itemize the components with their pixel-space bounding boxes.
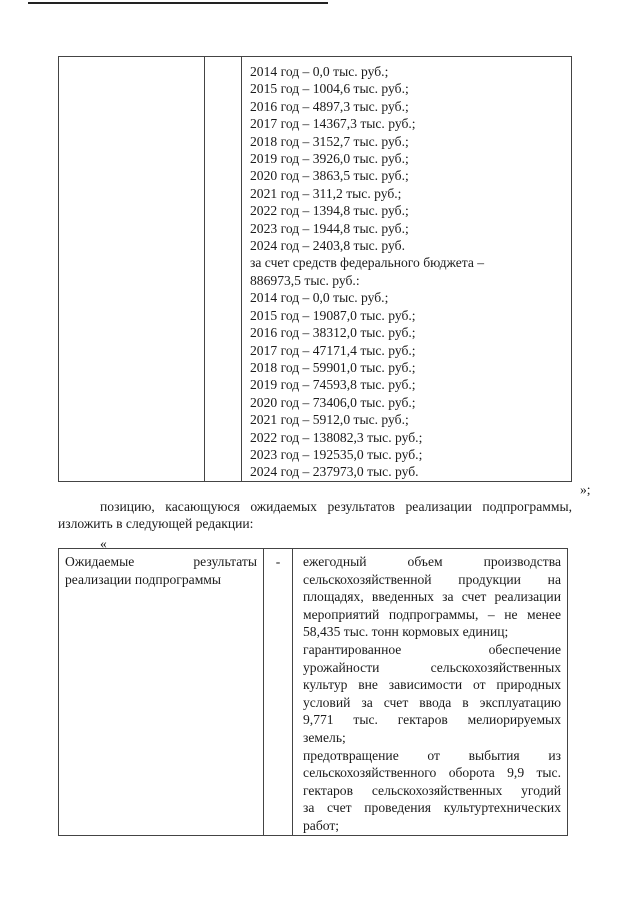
results-line: культур вне зависимости от природных	[303, 677, 561, 693]
funding-federal-line: 2023 год – 192535,0 тыс. руб.;	[250, 446, 423, 462]
results-line: 9,771 тыс. гектаров мелиорируемых	[303, 712, 561, 728]
funding-federal-line: 2015 год – 19087,0 тыс. руб.;	[250, 307, 416, 323]
funding-federal-line: 2022 год – 138082,3 тыс. руб.;	[250, 429, 423, 445]
results-line: урожайности сельскохозяйственных	[303, 659, 561, 675]
funding-federal-line: 2017 год – 47171,4 тыс. руб.;	[250, 342, 416, 358]
funding-local-line: 2023 год – 1944,8 тыс. руб.;	[250, 220, 409, 236]
results-line: работ;	[303, 817, 340, 833]
funding-local-line: 2022 год – 1394,8 тыс. руб.;	[250, 203, 409, 219]
funding-table	[58, 56, 572, 482]
federal-heading: за счет средств федерального бюджета –	[250, 255, 485, 271]
funding-federal-line: 2014 год – 0,0 тыс. руб.;	[250, 290, 389, 306]
results-text-cell	[293, 549, 568, 836]
results-label-line-2: реализации подпрограммы	[65, 571, 222, 587]
federal-heading-total: 886973,5 тыс. руб.:	[250, 272, 360, 288]
results-line: площадях, введенных за счет реализации	[303, 589, 561, 605]
funding-table-values-cell	[242, 57, 572, 482]
funding-local-line: 2018 год – 3152,7 тыс. руб.;	[250, 133, 409, 149]
results-line: сельскохозяйственного оборота 9,9 тыс.	[303, 765, 561, 781]
results-dash-cell: -	[264, 549, 293, 836]
funding-federal-line: 2020 год – 73406,0 тыс. руб.;	[250, 394, 416, 410]
amendment-paragraph-line-1: позицию, касающуюся ожидаемых результатов реализации подпрограммы,	[100, 499, 572, 514]
results-line: гарантированное обеспечение	[303, 641, 561, 657]
results-line: земель;	[303, 729, 346, 745]
funding-federal-line: 2018 год – 59901,0 тыс. руб.;	[250, 359, 416, 375]
funding-local-line: 2016 год – 4897,3 тыс. руб.;	[250, 98, 409, 114]
funding-federal-line: 2024 год – 237973,0 тыс. руб.	[250, 464, 419, 480]
results-line: сельскохозяйственной продукции на	[303, 571, 561, 587]
funding-federal-line: 2021 год – 5912,0 тыс. руб.;	[250, 412, 409, 428]
funding-local-line: 2021 год – 311,2 тыс. руб.;	[250, 185, 402, 201]
results-label-line-1: Ожидаемые результаты	[65, 554, 257, 569]
opening-quote: «	[100, 536, 107, 551]
results-line: 58,435 тыс. тонн кормовых единиц;	[303, 624, 509, 640]
results-line: мероприятий подпрограммы, – не менее	[303, 606, 561, 622]
results-line: гектаров сельскохозяйственных угодий	[303, 782, 561, 798]
closing-quote: »;	[580, 482, 591, 497]
results-line: условий за счет ввода в эксплуатацию	[303, 694, 561, 710]
funding-local-line: 2015 год – 1004,6 тыс. руб.;	[250, 81, 409, 97]
funding-local-line: 2020 год – 3863,5 тыс. руб.;	[250, 168, 409, 184]
top-rule	[28, 2, 328, 4]
results-table	[58, 548, 568, 836]
funding-federal-line: 2016 год – 38312,0 тыс. руб.;	[250, 325, 416, 341]
amendment-paragraph-line-2: изложить в следующей редакции:	[58, 516, 254, 532]
funding-local-line: 2019 год – 3926,0 тыс. руб.;	[250, 151, 409, 167]
funding-local-line: 2014 год – 0,0 тыс. руб.;	[250, 64, 389, 79]
funding-local-line: 2024 год – 2403,8 тыс. руб.	[250, 238, 405, 254]
results-label-cell	[59, 549, 264, 836]
funding-table-empty-cell-1	[59, 57, 205, 482]
amendment-paragraph	[58, 498, 572, 533]
results-line: предотвращение от выбытия из	[303, 747, 561, 763]
funding-federal-line: 2019 год – 74593,8 тыс. руб.;	[250, 377, 416, 393]
results-line: за счет проведения культуртехнических	[303, 800, 561, 816]
funding-local-line: 2017 год – 14367,3 тыс. руб.;	[250, 116, 416, 132]
results-line: ежегодный объем производства	[303, 554, 561, 569]
funding-table-empty-cell-2	[205, 57, 242, 482]
